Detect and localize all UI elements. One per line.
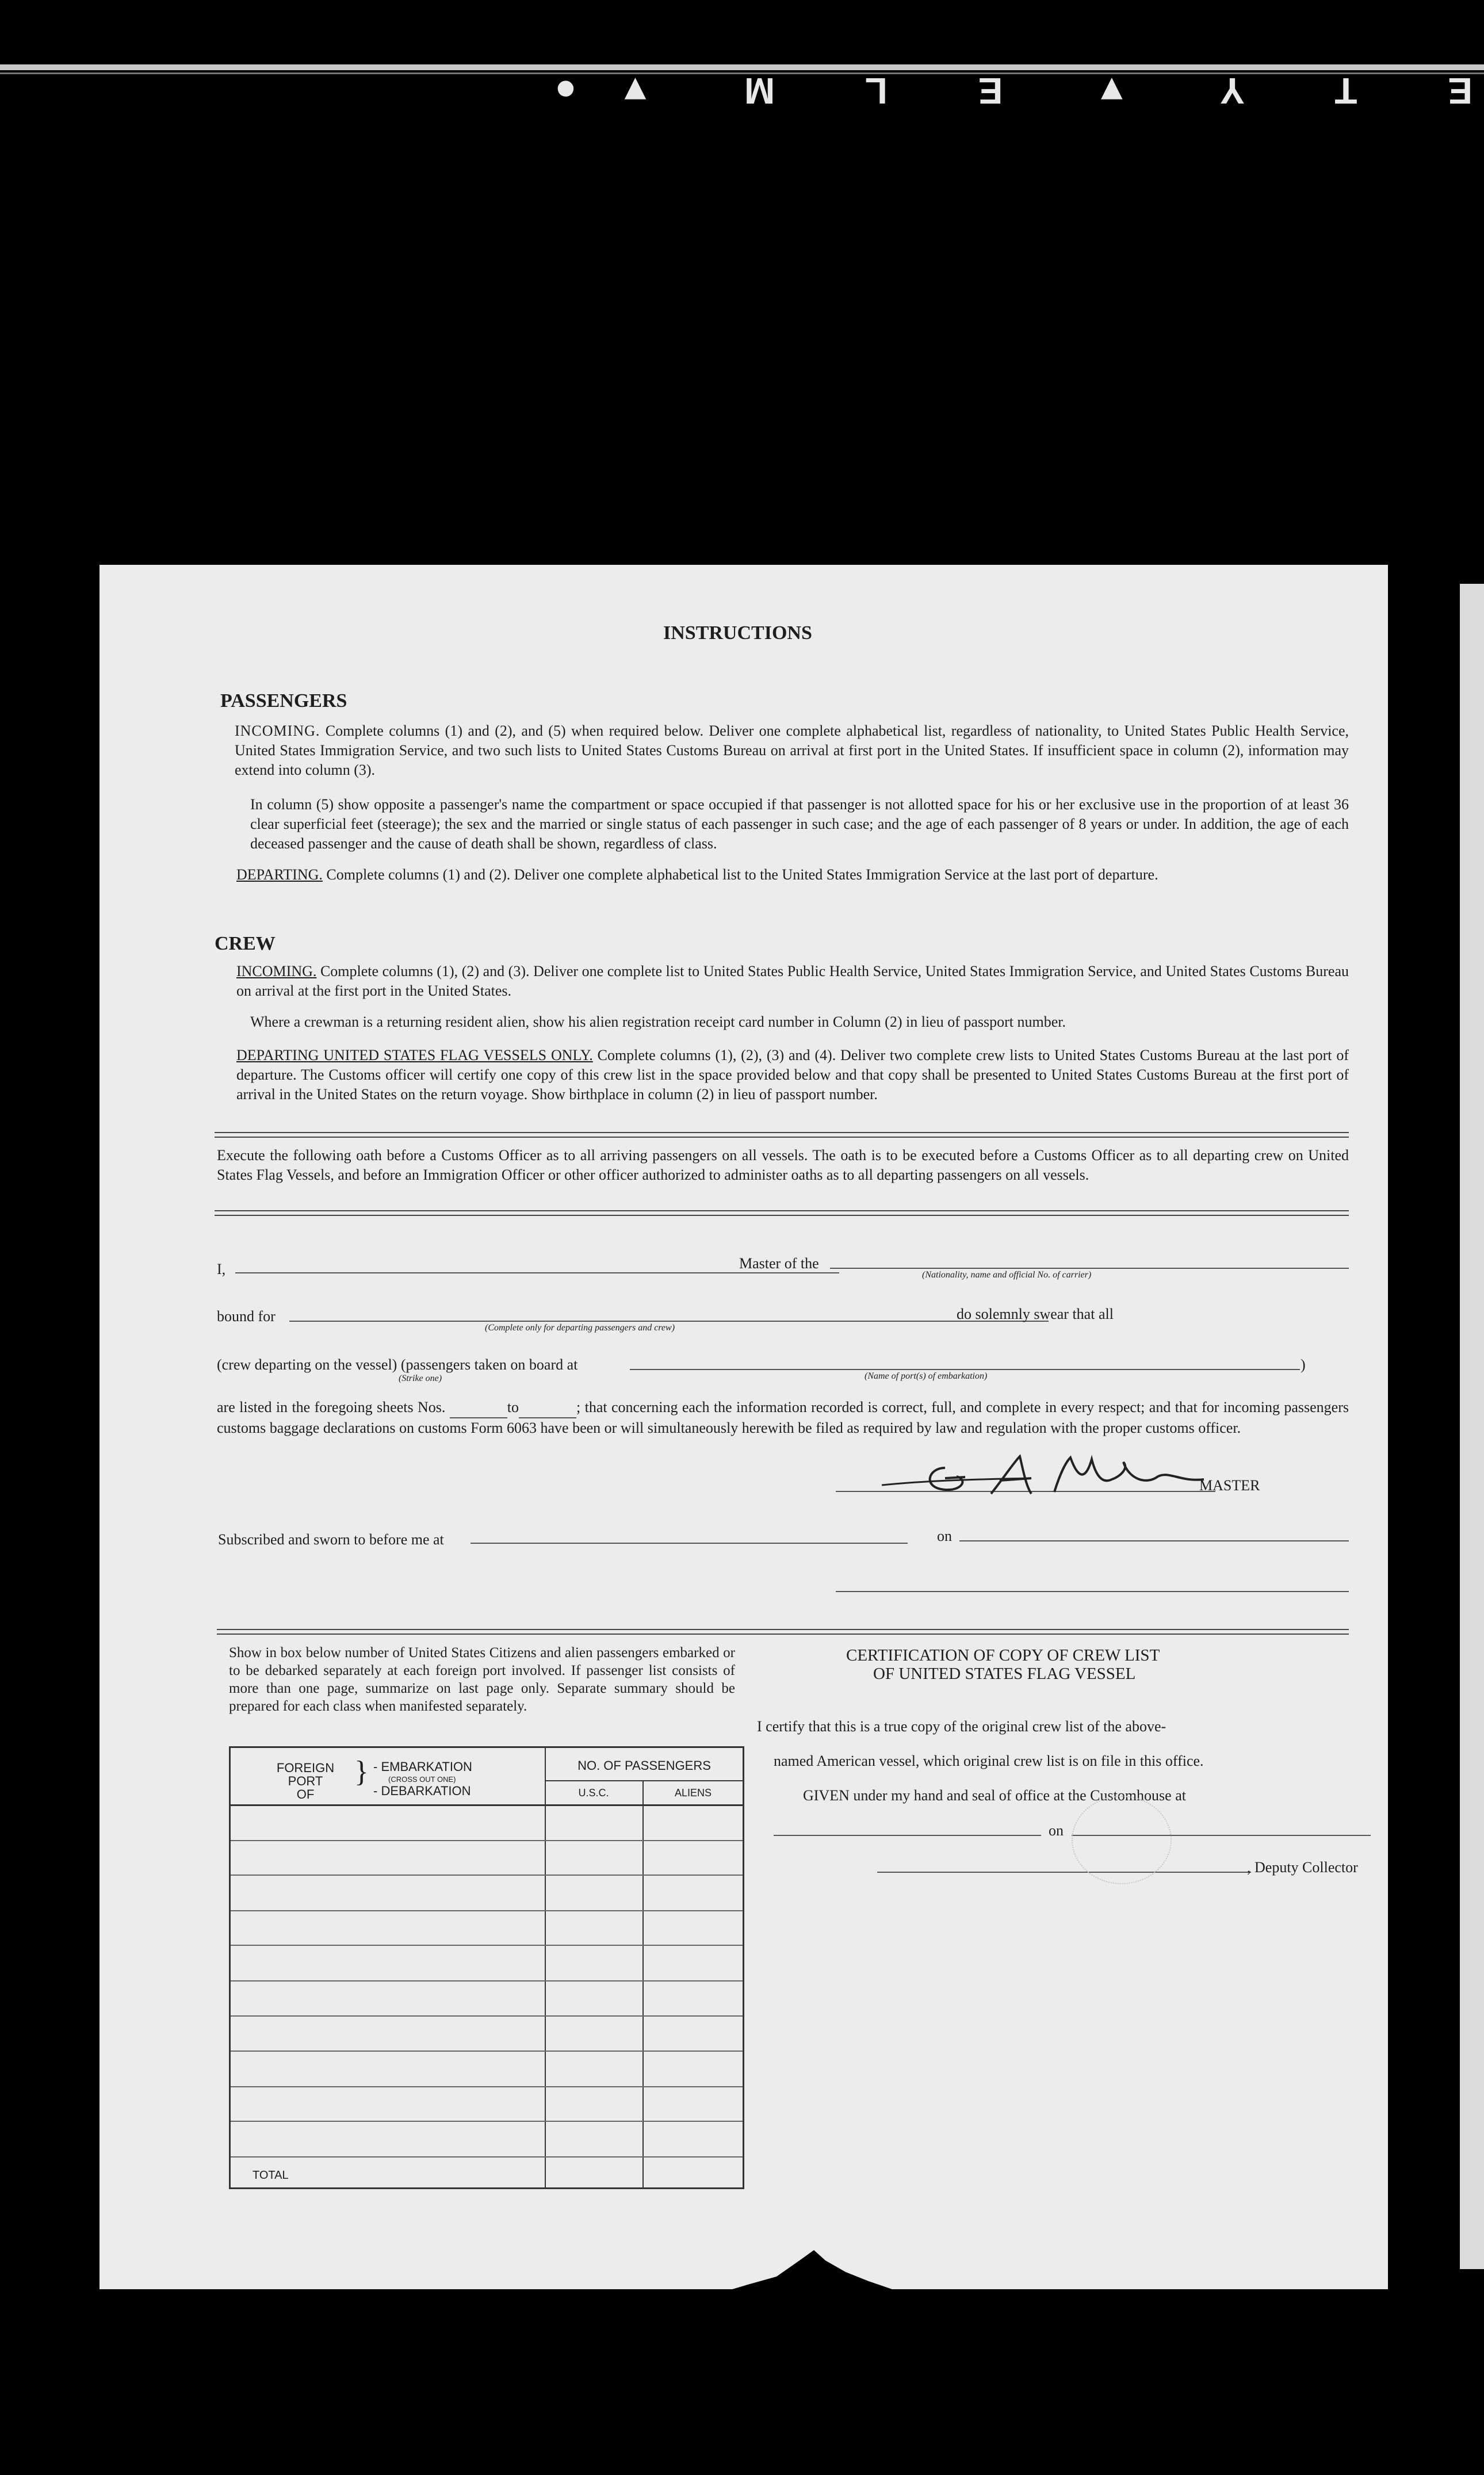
passengers-incoming-text: Complete columns (1) and (2), and (5) when required below. Deliver one complete alphabetical list, regardless of nationality, to United States Public Health Service, United States Immigration Service, and two such lists to United States Customs Bureau on arrival at first port in the United States. If insufficient space in column (2), information may extend into column (3).: [235, 722, 1349, 778]
col-foreign: FOREIGN: [276, 1761, 335, 1775]
cross-out-one-label: (CROSS OUT ONE): [388, 1775, 456, 1784]
crew-departing-label: DEPARTING UNITED STATES FLAG VESSELS ONLY.: [236, 1047, 593, 1064]
sworn-place-field[interactable]: [471, 1543, 908, 1544]
col-port: PORT: [288, 1774, 323, 1788]
master-signature: [859, 1445, 1227, 1502]
table-row-line: [231, 2015, 743, 2017]
adjacent-page-edge: [1460, 584, 1484, 2269]
crew-incoming-label: INCOMING.: [236, 963, 317, 980]
oath-sheets-paragraph: [217, 1398, 1349, 1438]
officer-signature-line[interactable]: [836, 1591, 1349, 1592]
sheets-from-field[interactable]: [450, 1398, 507, 1418]
close-paren: ): [1301, 1356, 1306, 1373]
passenger-summary-table: [229, 1746, 744, 2189]
bound-for-field[interactable]: [289, 1321, 1049, 1322]
sheets-label: are listed in the foregoing sheets Nos.: [217, 1399, 446, 1416]
table-header-bottom: [231, 1804, 743, 1806]
crew-passengers-label: (crew departing on the vessel) (passengers taken on board at: [217, 1356, 578, 1373]
crew-resident-paragraph: Where a crewman is a returning resident alien, show his alien registration receipt card number in Column (2) in lieu of passport number.: [250, 1013, 1066, 1030]
paper-tear: [713, 2243, 909, 2295]
subscribed-label: Subscribed and sworn to before me at: [218, 1531, 444, 1548]
carrier-field[interactable]: [830, 1268, 1349, 1269]
aliens-header: ALIENS: [674, 1787, 712, 1799]
passengers-departing-paragraph: [236, 865, 1349, 885]
table-row-line: [231, 1910, 743, 1911]
deputy-collector-signature-line[interactable]: [877, 1872, 1251, 1873]
sheets-to-field[interactable]: [519, 1398, 576, 1418]
master-label: MASTER: [1199, 1477, 1260, 1494]
table-row-line: [231, 1980, 743, 1981]
sworn-date-field[interactable]: [959, 1540, 1349, 1541]
table-row-line: [231, 1840, 743, 1841]
passengers-departing-text: Complete columns (1) and (2). Deliver one complete alphabetical list to the United States Immigration Service at the last port of departure.: [326, 866, 1158, 883]
customhouse-field[interactable]: [774, 1835, 1041, 1836]
sheets-to-label: to: [507, 1399, 519, 1416]
crew-departing-text: Complete columns (1), (2), (3) and (4). Deliver two complete crew lists to United States Customs Bureau at the last port of departure. The Customs officer will certify one copy of this crew list in the space provided below and that copy shall be presented to United States Customs Bureau at the first port of arrival in the United States on the return voyage. Show birthplace in column (2) in lieu of passport number.: [236, 1047, 1349, 1103]
embarkation-label: - EMBARKATION: [373, 1759, 472, 1774]
embarkation-port-hint: (Name of port(s) of embarkation): [865, 1371, 988, 1381]
section-divider: [215, 1132, 1349, 1138]
certification-line-3: GIVEN under my hand and seal of office at the Customhouse at: [803, 1787, 1186, 1804]
certification-title-2: OF UNITED STATES FLAG VESSEL: [873, 1665, 1136, 1683]
carrier-hint: (Nationality, name and official No. of carrier): [922, 1270, 1092, 1280]
passengers-incoming-label: INCOMING.: [235, 722, 320, 739]
embarkation-port-field[interactable]: [630, 1369, 1300, 1370]
swear-label: do solemnly swear that all: [957, 1306, 1114, 1322]
oath-i-label: I,: [217, 1261, 226, 1277]
crew-departing-paragraph: [236, 1046, 1349, 1104]
certification-on-label: on: [1049, 1822, 1064, 1839]
certification-line-1: I certify that this is a true copy of the original crew list of the above-: [757, 1718, 1166, 1735]
film-frame-code: E T Y ▼ E L M ▼●: [514, 70, 1472, 112]
oath-master-name-field[interactable]: [235, 1272, 839, 1273]
customs-seal-stamp: [1072, 1796, 1172, 1884]
col-of: OF: [296, 1787, 315, 1801]
total-label: TOTAL: [253, 2169, 289, 2182]
crew-heading: CREW: [215, 933, 276, 954]
no-of-passengers-header: NO. OF PASSENGERS: [577, 1758, 711, 1773]
passengers-column5-paragraph: In column (5) show opposite a passenger's name the compartment or space occupied if that passenger is not allotted space for his or her exclusive use in the proportion of at least 36 clear superficial feet (steerage); the sex and the married or single status of each passenger in such case; and the age of each passenger of 8 years or under. In addition, the age of each deceased passenger and the cause of death shall be shown, regardless of class.: [250, 796, 1349, 852]
oath-intro: Execute the following oath before a Customs Officer as to all arriving passengers on all vessels. The oath is to be executed before a Customs Officer as to all departing crew on United States Flag Vessels, and before an Immigration Officer or other officer authorized to administer oaths as to all departing passengers on all vessels.: [217, 1147, 1349, 1183]
crew-incoming-text: Complete columns (1), (2) and (3). Deliver one complete list to United States Public Health Service, United States Immigration Service, and United States Customs Bureau on arrival at the first port in the United States.: [236, 963, 1349, 999]
bound-for-label: bound for: [217, 1308, 276, 1325]
table-row-line: [231, 2086, 743, 2087]
lower-divider: [217, 1629, 1349, 1635]
passengers-heading: PASSENGERS: [220, 690, 347, 711]
debarkation-label: - DEBARKATION: [373, 1784, 471, 1798]
table-row-line: [231, 2051, 743, 2052]
crew-incoming-paragraph: [236, 962, 1349, 1001]
passengers-incoming-paragraph: [235, 721, 1349, 780]
sworn-on-label: on: [937, 1528, 952, 1544]
summary-instructions: Show in box below number of United States Citizens and alien passengers embarked or to be debarked separately at each foreign port involved. If passenger list consists of more than one page, summarize on last page only. Separate summary should be prepared for each class when manifested separately.: [229, 1645, 735, 1714]
page-title: INSTRUCTIONS: [663, 622, 812, 644]
table-col-divider: [642, 1780, 644, 2187]
table-row-line: [231, 1945, 743, 1946]
strike-one-hint: (Strike one): [399, 1374, 442, 1383]
certification-line-2: named American vessel, which original crew list is on file in this office.: [774, 1753, 1204, 1769]
table-row-line: [231, 1875, 743, 1876]
passengers-departing-label: DEPARTING.: [236, 866, 323, 883]
table-subheader-line: [545, 1780, 743, 1781]
certification-title-1: CERTIFICATION OF COPY OF CREW LIST: [846, 1646, 1160, 1665]
brace-glyph: }: [354, 1755, 369, 1788]
oath-divider: [215, 1210, 1349, 1216]
sheets-statement: ; that concerning each the information recorded is correct, full, and complete in every respect; and that for incoming passengers customs baggage declarations on customs Form 6063 have been or will simultaneously herewith be filed as required by law and regulation with the proper customs officer.: [217, 1399, 1349, 1436]
deputy-collector-label: , Deputy Collector: [1247, 1859, 1358, 1876]
bound-for-hint: (Complete only for departing passengers and crew): [485, 1323, 675, 1333]
table-row-line: [231, 2156, 743, 2158]
master-of-label: Master of the: [739, 1255, 819, 1272]
usc-header: U.S.C.: [578, 1787, 609, 1799]
table-row-line: [231, 2121, 743, 2122]
